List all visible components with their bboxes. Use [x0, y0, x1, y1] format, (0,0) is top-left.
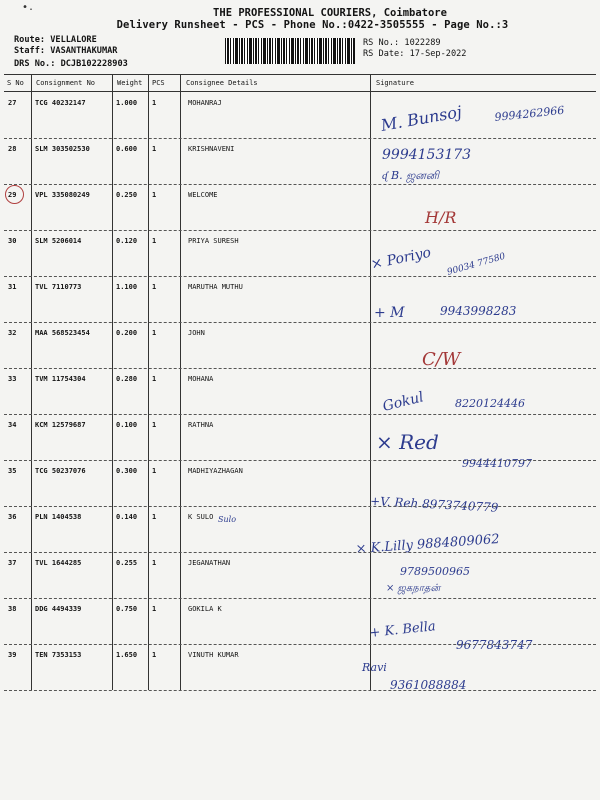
rs-date: RS Date: 17-Sep-2022 [363, 49, 467, 59]
col-header-pcs: PCS [152, 79, 165, 87]
col-header-consignee: Consignee Details [186, 79, 258, 87]
signature [370, 185, 595, 231]
row-consignment: MAA 568523454 [35, 329, 90, 337]
table-row [0, 277, 600, 323]
table-row [0, 323, 600, 369]
row-consignment: PLN 1404538 [35, 513, 82, 521]
signature [369, 461, 595, 515]
row-pcs: 1 [152, 329, 157, 337]
table-top-border [4, 74, 596, 75]
table-row [0, 645, 600, 691]
signature [368, 599, 595, 652]
row-weight: 0.255 [116, 559, 138, 567]
col-header-weight: Weight [117, 79, 143, 87]
row-consignee: PRIYA SURESH [188, 237, 239, 245]
signature [370, 93, 595, 139]
document-title [0, 7, 600, 31]
barcode [225, 38, 355, 64]
signature-phone: 9677843747 [456, 638, 533, 652]
signature [370, 553, 595, 599]
row-pcs: 1 [152, 605, 157, 613]
table-row [0, 599, 600, 652]
signature-phone: 9943998283 [440, 304, 517, 318]
table-row [0, 231, 600, 277]
rs-number: RS No.: 1022289 [363, 38, 441, 48]
row-weight: 1.000 [116, 99, 138, 107]
signature-text: +V. Reh 8973740779 [369, 494, 499, 515]
table-row [0, 185, 600, 231]
signature-phone: 9361088884 [390, 678, 467, 692]
signature-phone: 9994153173 [382, 147, 472, 163]
row-pcs: 1 [152, 283, 157, 291]
runsheet-title: Delivery Runsheet - PCS - Phone No.:0422-3505555 - Page No.:3 [116, 19, 509, 31]
signature-text: × K.Lilly 9884809062 [355, 531, 501, 557]
signature [355, 507, 595, 557]
row-pcs: 1 [152, 467, 157, 475]
signature [370, 231, 595, 277]
row-sno: 35 [8, 467, 17, 475]
table-row [0, 507, 600, 557]
row-consignment: TVM 11754304 [35, 375, 86, 383]
row-consignment: TEN 7353153 [35, 651, 82, 659]
signature [370, 277, 595, 323]
row-consignee: RATHNA [188, 421, 214, 429]
signature-phone: 9789500965 [400, 565, 470, 578]
scan-mark: •. [22, 2, 35, 13]
rs-info [363, 38, 466, 60]
route-label: Route: VELLALORE [14, 35, 97, 45]
row-sno: 39 [8, 651, 17, 659]
signature-name: + M [374, 305, 405, 321]
row-pcs: 1 [152, 375, 157, 383]
row-sno: 33 [8, 375, 17, 383]
row-consignment: SLM 303502530 [35, 145, 90, 153]
table-row [0, 93, 600, 139]
row-sno: 27 [8, 99, 17, 107]
row-consignment: TVL 1644285 [35, 559, 82, 567]
row-sno: 30 [8, 237, 17, 245]
row-consignee: VINUTH KUMAR [188, 651, 239, 659]
signature-note: C/W [422, 349, 461, 370]
row-consignee: K SULO [188, 513, 214, 521]
row-sno: 37 [8, 559, 17, 567]
table-bottom-border [4, 690, 596, 691]
company-title: THE PROFESSIONAL COURIERS, Coimbatore [213, 7, 447, 19]
signature-phone: 9944410797 [462, 457, 532, 470]
row-consignee: MOHANA [188, 375, 214, 383]
signature-name: × ஜகநாதன் [386, 583, 441, 594]
staff-label: Staff: VASANTHAKUMAR [14, 46, 118, 56]
row-sno: 34 [8, 421, 17, 429]
row-consignment: SLM 5206014 [35, 237, 82, 245]
row-pcs: 1 [152, 99, 157, 107]
signature-note: H/R [425, 208, 457, 227]
row-consignment: VPL 335080249 [35, 191, 90, 199]
row-sno: 38 [8, 605, 17, 613]
row-sno: 31 [8, 283, 17, 291]
signature-name: ᶑ B. ஜனனி [382, 169, 440, 182]
row-pcs: 1 [152, 651, 157, 659]
row-consignee: MARUTHA MUTHU [188, 283, 243, 291]
row-consignment: KCM 12579687 [35, 421, 86, 429]
row-weight: 1.100 [116, 283, 138, 291]
signature [370, 139, 595, 185]
signature-name: × Red [376, 430, 439, 454]
col-header-signature: Signature [376, 79, 414, 87]
table-row [0, 139, 600, 185]
signature-name: M. Bunsoj [379, 102, 464, 135]
row-consignee: GOKILA K [188, 605, 222, 613]
row-pcs: 1 [152, 145, 157, 153]
signature-phone: 90034 77580 [446, 251, 507, 278]
row-consignee: KRISHNAVENI [188, 145, 235, 153]
table-row [0, 461, 600, 515]
row-weight: 0.120 [116, 237, 138, 245]
table-row [0, 415, 600, 470]
row-consignment: TVL 7110773 [35, 283, 82, 291]
signature-name: + K. Bella [368, 619, 437, 641]
row-pcs: 1 [152, 191, 157, 199]
signature-name: × Poriyo [369, 244, 433, 273]
row-consignee: MADHIYAZHAGAN [188, 467, 243, 475]
row-consignment: TCG 40232147 [35, 99, 86, 107]
row-consignee: JOHN [188, 329, 205, 337]
row-weight: 0.300 [116, 467, 138, 475]
row-pcs: 1 [152, 237, 157, 245]
row-weight: 0.750 [116, 605, 138, 613]
handwritten-note: Sulo [218, 515, 237, 524]
row-consignment: DDG 4494339 [35, 605, 82, 613]
drs-number: DRS No.: DCJB102228903 [14, 59, 128, 69]
signature-phone: 8220124446 [455, 397, 525, 410]
table-row [0, 553, 600, 599]
col-header-consignment: Consignment No [36, 79, 96, 87]
signature [370, 415, 595, 470]
row-sno: 29 [8, 191, 17, 199]
row-consignment: TCG 50237076 [35, 467, 86, 475]
row-pcs: 1 [152, 513, 157, 521]
row-pcs: 1 [152, 421, 157, 429]
row-sno: 32 [8, 329, 17, 337]
row-consignee: JEGANATHAN [188, 559, 231, 567]
row-weight: 0.600 [116, 145, 138, 153]
signature [370, 369, 595, 415]
signature [370, 323, 595, 369]
row-consignee: MOHANRAJ [188, 99, 222, 107]
signature-phone: 9994262966 [493, 103, 565, 124]
row-consignee: WELCOME [188, 191, 218, 199]
signature-name: Ravi [362, 661, 387, 674]
row-sno: 36 [8, 513, 17, 521]
table-row [0, 369, 600, 415]
header-bottom-border [4, 91, 596, 92]
row-weight: 0.200 [116, 329, 138, 337]
signature [362, 645, 595, 692]
row-weight: 0.140 [116, 513, 138, 521]
row-weight: 0.100 [116, 421, 138, 429]
row-sno: 28 [8, 145, 17, 153]
row-weight: 0.280 [116, 375, 138, 383]
row-weight: 0.250 [116, 191, 138, 199]
signature-name: Gokul [381, 389, 426, 415]
row-weight: 1.650 [116, 651, 138, 659]
row-pcs: 1 [152, 559, 157, 567]
col-header-sno: S No [7, 79, 24, 87]
